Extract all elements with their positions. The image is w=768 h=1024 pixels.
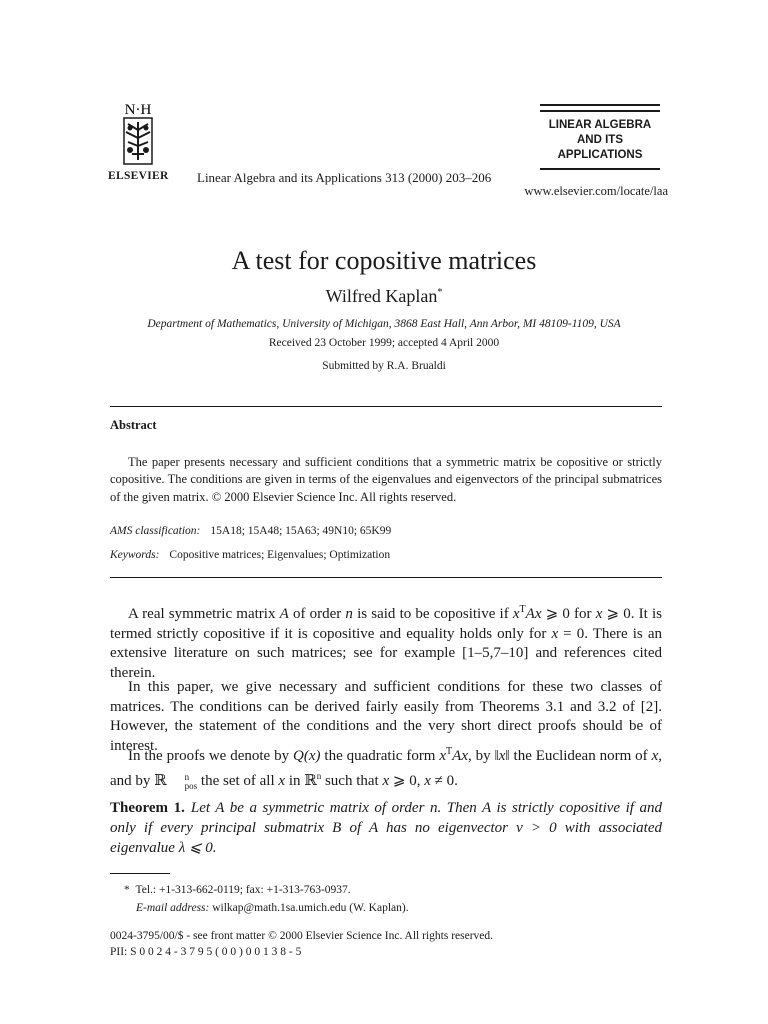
copyright-line: 0024-3795/00/$ - see front matter © 2000 Elsevier Science Inc. All rights reserved. <box>110 930 494 942</box>
footnote-rule <box>110 873 170 874</box>
journal-rule-bottom <box>540 168 660 170</box>
email-label: E-mail address: <box>136 902 210 914</box>
logo-text: N·H <box>124 102 152 118</box>
elsevier-logo <box>108 100 174 168</box>
keywords <box>110 549 390 561</box>
footnote-email <box>136 902 409 914</box>
abstract-text: The paper presents necessary and sufficient conditions that a symmetric matrix be copositive or strictly copositive. The conditions are given in terms of the eigenvalues and eigenvectors of the principal submatrices of the given matrix. © 2000 Elsevier Science Inc. All rights reserved. <box>110 455 662 504</box>
keywords-label: Keywords: <box>110 549 160 561</box>
journal-rule-top <box>540 104 660 106</box>
author-name: Wilfred Kaplan <box>325 286 438 306</box>
abstract-rule-top <box>110 406 662 407</box>
journal-name <box>532 118 668 163</box>
paragraph-notation: In the proofs we denote by Q(x) the quadratic form $x^TAx$, by ‖x‖ the Euclidean norm of x, and by ℝ n pos the set of all x in ℝ$^n$ such that x ⩾ 0, x ≠ 0. <box>110 746 662 791</box>
footnote-tel: Tel.: +1-313-662-0119; fax: +1-313-763-0937. <box>135 884 351 896</box>
affiliation: Department of Mathematics, University of Michigan, 3868 East Hall, Ann Arbor, MI 48109-1109, USA <box>147 318 621 330</box>
keywords-value: Copositive matrices; Eigenvalues; Optimization <box>169 549 391 561</box>
abstract-heading: Abstract <box>110 418 157 432</box>
journal-name-line-1: LINEAR ALGEBRA <box>548 119 652 131</box>
journal-citation: Linear Algebra and its Applications 313 (2000) 203–206 <box>197 170 492 185</box>
pii-line: PII: S 0 0 2 4 - 3 7 9 5 ( 0 0 ) 0 0 1 3 8 - 5 <box>110 946 302 958</box>
footnote-contact <box>124 884 351 896</box>
author <box>0 286 768 307</box>
publisher-name: ELSEVIER <box>108 170 169 182</box>
submitted-by: Submitted by R.A. Brualdi <box>322 360 446 372</box>
journal-name-line-2: AND ITS <box>577 134 623 146</box>
ams-label: AMS classification: <box>110 525 201 537</box>
journal-rule-second <box>540 110 660 112</box>
paragraph-intro: A real symmetric matrix A of order n is said to be copositive if $x^TAx$ ⩾ 0 for x ⩾ 0. It is termed strictly copositive if it is copositive and equality holds only for x = 0. There is an extensive literature on such matrices; see for example [1–5,7–10] and references cited therein. <box>110 604 663 681</box>
theorem-heading: Theorem 1. <box>110 800 185 816</box>
footnote-mark: * <box>124 884 130 896</box>
theorem-statement: Let A be a symmetric matrix of order n. Then A is strictly copositive if and only if every principal submatrix B of A has no eigenvector v > 0 with associated eigenvalue λ ⩽ 0. <box>110 800 663 856</box>
paper-title: A test for copositive matrices <box>231 246 537 275</box>
author-footnote-mark[interactable]: * <box>437 287 443 298</box>
email-value[interactable]: wilkap@math.1sa.umich.edu (W. Kaplan). <box>212 902 409 914</box>
received-dates: Received 23 October 1999; accepted 4 April 2000 <box>268 337 500 349</box>
ams-classification <box>110 525 391 537</box>
ams-value: 15A18; 15A48; 15A63; 49N10; 65K99 <box>210 525 392 537</box>
journal-url[interactable]: www.elsevier.com/locate/laa <box>524 184 668 198</box>
journal-name-line-3: APPLICATIONS <box>557 149 643 161</box>
theorem-1 <box>110 798 662 858</box>
paragraph-conditions: In this paper, we give necessary and sufficient conditions for these two classes of matrices. The conditions can be derived fairly easily from Theorems 3.1 and 3.2 of [2]. However, the statement of the conditions and the very short direct proofs should be of interest. <box>110 679 662 754</box>
abstract-rule-bottom <box>110 577 662 578</box>
